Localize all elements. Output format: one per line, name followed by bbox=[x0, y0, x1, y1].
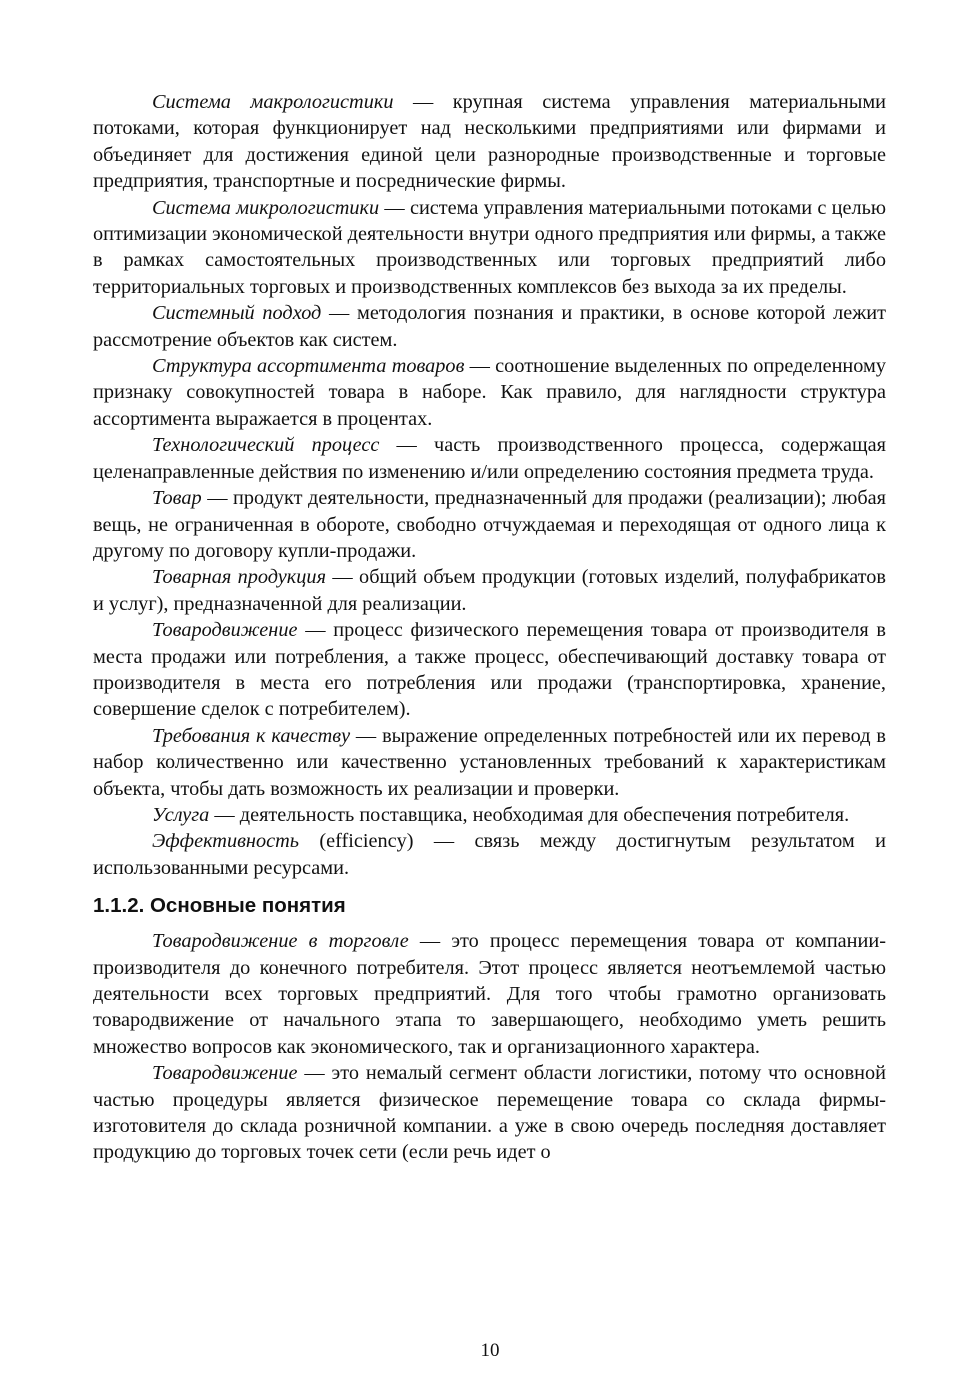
definition-text: (efficiency) — связь между достигнутым результатом и использованными ресурсами. bbox=[93, 830, 886, 879]
definition-paragraph bbox=[93, 300, 886, 353]
definition-text: — продукт деятельности, предназначенный для продажи (реализации); любая вещь, не ограниченная в обороте, свободно отчуждаемая и переходящая от одного лица к другому по договору купли-продажи. bbox=[93, 487, 886, 562]
section-paragraph bbox=[93, 928, 886, 1060]
definition-term: Товарная продукция bbox=[152, 566, 326, 589]
definition-term: Система микрологистики bbox=[152, 196, 380, 219]
definition-paragraph bbox=[93, 617, 886, 723]
section-term: Товародвижение bbox=[152, 1062, 298, 1085]
definition-paragraph bbox=[93, 564, 886, 617]
section-paragraph bbox=[93, 1060, 886, 1166]
section-text: — это немалый сегмент области логистики, потому что основной частью процедуры является физическое перемещение товара со склада фирмы-изготовителя до склада розничной компании. а уже в свою очередь последняя доставляет продукцию до торговых точек сети (если речь идет о bbox=[93, 1062, 886, 1164]
definition-term: Технологический процесс bbox=[152, 434, 380, 457]
definition-paragraph bbox=[93, 353, 886, 432]
definition-term: Товар bbox=[152, 487, 202, 510]
definition-text: — методология познания и практики, в основе которой лежит рассмотрение объектов как систем. bbox=[93, 302, 886, 351]
definition-paragraph bbox=[93, 89, 886, 195]
definition-term: Система макрологистики bbox=[152, 91, 394, 113]
definition-paragraph bbox=[93, 828, 886, 881]
section-heading: 1.1.2. Основные понятия bbox=[93, 894, 346, 918]
definition-text: — соотношение выделенных по определенному признаку совокупностей товара в наборе. Как правило, для наглядности структура ассортимента выражается в процентах. bbox=[93, 355, 887, 430]
page-number: 10 bbox=[480, 1340, 500, 1361]
definition-paragraph bbox=[93, 723, 886, 802]
definition-text: — часть производственного процесса, содержащая целенаправленные действия по изменению и/или определению состояния предмета труда. bbox=[93, 434, 886, 483]
section-term: Товародвижение в торговле bbox=[152, 930, 409, 953]
definition-term: Структура ассортимента товаров bbox=[152, 355, 465, 378]
definition-text: — деятельность поставщика, необходимая для обеспечения потребителя. bbox=[209, 803, 850, 826]
section-body bbox=[93, 928, 886, 1166]
definition-text: — процесс физического перемещения товара от производителя в места продажи или потребления, а также процесс, обеспечивающий доставку товара от производителя в места его потребления или продажи (транспортировка, хранение, совершение сделок с потребителем). bbox=[93, 619, 886, 721]
page-body bbox=[93, 89, 886, 1166]
definition-term: Товародвижение bbox=[152, 619, 298, 642]
definitions-list bbox=[93, 89, 886, 881]
definition-term: Эффективность bbox=[152, 830, 299, 853]
definition-paragraph bbox=[93, 432, 886, 485]
definition-paragraph bbox=[93, 485, 886, 564]
section-text: — это процесс перемещения товара от компании-производителя до конечного потребителя. Этот процесс является неотъемлемой частью деятельности всех торговых предприятий. Для того чтобы грамотно организовать товародвижение от начального этапа то завершающего, необходимо уметь решить множество вопросов как экономического, так и организационного характера. bbox=[93, 930, 886, 1058]
definition-paragraph bbox=[93, 802, 886, 828]
definition-paragraph bbox=[93, 195, 886, 301]
definition-text: — система управления материальными потоками с целью оптимизации экономической деятельности внутри одного предприятия или фирмы, а также в рамках самостоятельных производственных или торговых предприятий либо территориальных торговых и производственных комплексов без выхода за их пределы. bbox=[93, 196, 887, 298]
definition-term: Системный подход bbox=[152, 302, 322, 325]
definition-text: — крупная система управления материальными потоками, которая функционирует над несколькими предприятиями или фирмами и объединяет для достижения единой цели разнородные производственные и торговые предприятия, транспортные и посреднические фирмы. bbox=[93, 91, 887, 193]
definition-term: Услуга bbox=[152, 803, 210, 826]
definition-term: Требования к качеству bbox=[152, 724, 351, 747]
definition-text: — выражение определенных потребностей или их перевод в набор количественно или качественно установленных требований к характеристикам объекта, чтобы дать возможность их реализации и проверки. bbox=[93, 724, 886, 800]
definition-text: — общий объем продукции (готовых изделий, полуфабрикатов и услуг), предназначенной для реализации. bbox=[93, 566, 886, 615]
